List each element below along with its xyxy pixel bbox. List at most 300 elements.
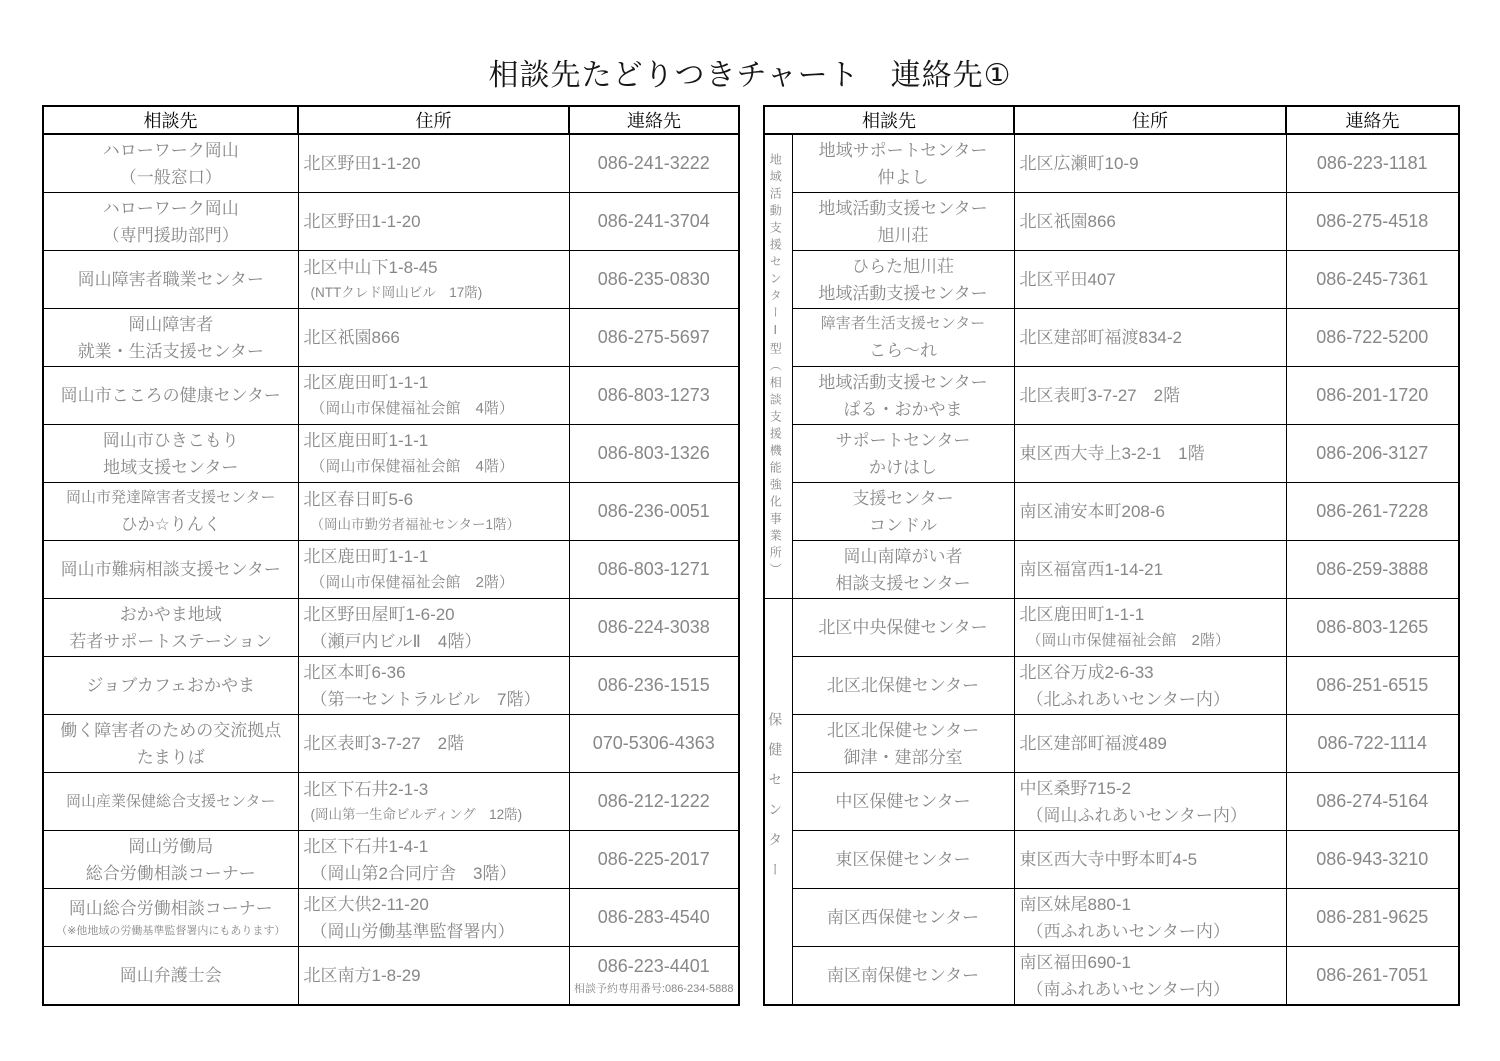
address-cell [298,599,569,657]
text-line: （第一セントラルビル 7階） [310,689,541,709]
text-line: （岡山市保健福祉会館 4階） [310,400,514,417]
consultation-name-cell [43,773,298,831]
consultation-name-cell-content [793,904,1014,931]
phone-cell [569,599,739,657]
consultation-name-cell-content [793,195,1014,249]
consultation-name-cell-content [44,962,298,989]
text-line: 北区南方1-8-29 [303,966,421,985]
table-row [43,831,739,889]
phone-cell-content [1287,788,1459,815]
phone-cell-content [1287,556,1459,583]
phone-cell-content [570,556,739,583]
text-line: 086-206-3127 [1316,443,1429,463]
phone-cell-content [1287,730,1459,757]
address-cell-content [1015,382,1291,409]
consultation-name-cell-content [44,137,298,191]
text-line: 相談予約専用番号:086-234-5888 [573,983,734,995]
address-cell-content [299,208,574,235]
text-line: （岡山ふれあいセンター内） [1026,805,1247,825]
consultation-name-cell [792,889,1014,947]
text-line: (岡山第一生命ビルディング 12階) [310,807,523,822]
text-line: 086-241-3222 [597,153,710,173]
address-cell [1014,599,1286,657]
consultation-name-cell-content [44,195,298,249]
text-line: 岡山市発達障害者支援センター [66,489,276,506]
text-line: 北区野田屋町1-6-20 [303,604,455,624]
address-cell [1014,309,1286,367]
column-header-contact: 連絡先 [569,106,739,134]
text-line: 若者サポートステーション [69,631,273,651]
phone-cell [1286,889,1459,947]
table-row [43,425,739,483]
consultation-name-cell-content [793,962,1014,989]
consultation-name-cell [792,425,1014,483]
text-line: 岡山障害者職業センター [77,270,264,289]
column-header-consultation: 相談先 [764,106,1014,134]
phone-cell [569,715,739,773]
text-line: 北区谷万成2-6-33 [1019,662,1154,682]
consultation-name-cell [792,134,1014,193]
text-line: 御津・建部分室 [843,747,963,767]
column-header-address: 住所 [298,106,569,134]
text-line: 086-275-4518 [1316,211,1429,231]
address-cell [298,193,569,251]
phone-cell-content [1287,672,1459,699]
text-line: 北区本町6-36 [303,662,406,682]
address-cell-content [1015,208,1291,235]
text-line: 086-201-1720 [1316,385,1429,405]
text-line: 北区鹿田町1-1-1 [1019,605,1145,624]
address-cell-content [1015,324,1291,351]
address-cell [1014,889,1286,947]
contact-table-left [42,105,740,1006]
text-line: 南区西保健センター [826,908,980,927]
table-row [764,134,1459,193]
text-line: 北区中山下1-8-45 [303,258,438,277]
text-line: 北区祇園866 [1019,212,1116,231]
address-cell [1014,251,1286,309]
text-line: 070-5306-4363 [592,733,715,753]
table-row [43,193,739,251]
text-line: 岡山南障がい者 [843,546,963,566]
consultation-name-cell [43,425,298,483]
consultation-name-cell [792,193,1014,251]
consultation-name-cell-content [44,895,298,940]
phone-cell-content [1287,962,1459,989]
text-line: 北区下石井1-4-1 [303,836,429,856]
table-row [764,831,1459,889]
text-line: 北区祇園866 [303,328,400,347]
consultation-name-cell [792,367,1014,425]
consultation-name-cell-content [44,485,298,538]
text-line: 北区広瀬町10-9 [1019,154,1139,173]
table-row [764,367,1459,425]
consultation-name-cell-content [793,717,1014,771]
consultation-name-cell [792,483,1014,541]
text-line: 中区保健センター [835,792,971,811]
column-header-address: 住所 [1014,106,1286,134]
phone-cell [569,367,739,425]
consultation-name-cell [43,947,298,1006]
phone-cell [569,947,739,1006]
address-cell-content [1015,150,1291,177]
text-line: 北区鹿田町1-1-1 [303,547,429,566]
consultation-name-cell [792,599,1014,657]
address-cell [298,134,569,193]
text-line: 岡山市難病相談支援センター [60,560,281,579]
phone-cell-content [1287,614,1459,641]
consultation-name-cell [792,715,1014,773]
text-line: 086-225-2017 [597,849,710,869]
phone-cell-content [1287,440,1459,467]
text-line: 支援センター [852,488,954,508]
phone-cell-content [570,440,739,467]
table-row [43,657,739,715]
address-cell [1014,134,1286,193]
text-line: 086-803-1326 [597,443,710,463]
text-line: 086-281-9625 [1316,907,1429,927]
phone-cell [1286,193,1459,251]
text-line: 南区浦安本町208-6 [1019,502,1165,521]
text-line: 北区春日町5-6 [303,490,414,509]
phone-cell-content [570,730,739,757]
table-row [43,889,739,947]
text-line: （瀬戸内ビルⅡ 4階） [310,631,482,651]
phone-cell [1286,483,1459,541]
address-cell [1014,541,1286,599]
phone-cell-content [570,498,739,525]
table-row [764,251,1459,309]
consultation-name-cell-content [793,137,1014,191]
phone-cell-content [570,953,739,998]
header-row [43,106,739,134]
text-line: かけはし [869,457,937,477]
text-line: 岡山弁護士会 [119,966,222,985]
column-header-consultation: 相談先 [43,106,298,134]
table-row [764,947,1459,1006]
phone-cell-content [570,788,739,815]
address-cell-content [299,776,574,827]
phone-cell-content [570,150,739,177]
text-line: 北区野田1-1-20 [303,212,421,231]
address-cell-content [1015,891,1291,945]
text-line: ひらた旭川荘 [852,256,954,276]
phone-cell-content [1287,846,1459,873]
table-row [764,425,1459,483]
consultation-name-cell-content [44,311,298,365]
table-row [764,483,1459,541]
text-line: （南ふれあいセンター内） [1026,979,1230,999]
address-cell-content [299,150,574,177]
phone-cell [569,193,739,251]
text-line: ジョブカフェおかやま [86,676,256,695]
consultation-name-cell-content [44,427,298,481]
text-line: 086-223-4401 [597,956,710,976]
phone-cell-content [1287,904,1459,931]
consultation-name-cell [43,193,298,251]
contact-table-right [763,105,1460,1006]
phone-cell-content [1287,382,1459,409]
address-cell [298,889,569,947]
text-line: 北区平田407 [1019,270,1116,289]
address-cell [298,483,569,541]
phone-cell [569,541,739,599]
text-line: 東区西大寺上3-2-1 1階 [1019,444,1205,463]
phone-cell [1286,134,1459,193]
consultation-name-cell [792,947,1014,1006]
phone-cell-content [1287,208,1459,235]
text-line: 086-245-7361 [1316,269,1429,289]
consultation-name-cell [792,831,1014,889]
text-line: 障害者生活支援センター [820,315,986,332]
phone-cell [569,889,739,947]
table-row [764,193,1459,251]
address-cell-content [1015,556,1291,583]
consultation-name-cell [43,715,298,773]
text-line: 南区南保健センター [826,966,980,985]
text-line: 086-943-3210 [1316,849,1429,869]
text-line: （専門援助部門） [102,225,239,245]
address-cell [1014,367,1286,425]
text-line: 086-803-1271 [597,559,710,579]
group-label: 地域活動支援センターⅠ型（相談支援機能強化事業所） [764,134,792,599]
text-line: ハローワーク岡山 [102,198,239,218]
consultation-name-cell-content [793,253,1014,307]
phone-cell-content [1287,150,1459,177]
address-cell [298,541,569,599]
consultation-name-cell [43,657,298,715]
phone-cell [569,309,739,367]
phone-cell [1286,309,1459,367]
address-cell [1014,831,1286,889]
group-label: 保健センター [764,599,792,1006]
text-line: 北区表町3-7-27 2階 [1019,386,1181,405]
text-line: 岡山市こころの健康センター [60,386,281,405]
text-line: 東区西大寺中野本町4-5 [1019,850,1198,869]
address-cell [1014,947,1286,1006]
text-line: おかやま地域 [119,604,222,624]
consultation-name-cell-content [44,601,298,655]
text-line: 南区妹尾880-1 [1019,894,1131,914]
address-cell [1014,715,1286,773]
address-cell-content [1015,775,1291,829]
table-row [43,715,739,773]
consultation-name-cell-content [793,311,1014,364]
text-line: 北区野田1-1-20 [303,154,421,173]
consultation-name-cell-content [44,556,298,583]
table-row [43,367,739,425]
consultation-name-cell [792,251,1014,309]
table-row [43,251,739,309]
phone-cell [1286,251,1459,309]
consultation-name-cell-content [44,717,298,771]
address-cell [298,773,569,831]
text-line: 086-235-0830 [597,269,710,289]
phone-cell [569,425,739,483]
text-line: サポートセンター [835,430,971,450]
phone-cell-content [570,904,739,931]
text-line: こら～れ [869,341,937,360]
address-cell-content [299,254,574,305]
address-cell [1014,657,1286,715]
consultation-name-cell-content [793,369,1014,423]
table-row [764,657,1459,715]
text-line: 086-803-1265 [1316,617,1429,637]
phone-cell [1286,947,1459,1006]
text-line: 086-722-1114 [1317,733,1427,753]
address-cell-content [1015,601,1291,654]
text-line: （岡山市勤労者福祉センター1階） [310,517,520,532]
text-line: たまりば [136,747,205,767]
text-line: 東区保健センター [835,850,971,869]
text-line: （北ふれあいセンター内） [1026,689,1230,709]
text-line: 中区桑野715-2 [1019,778,1131,798]
address-cell [298,309,569,367]
address-cell [298,947,569,1006]
address-cell [298,425,569,483]
address-cell [298,657,569,715]
phone-cell-content [570,266,739,293]
consultation-name-cell-content [44,266,298,293]
phone-cell [1286,599,1459,657]
text-line: ひか☆りんく [120,515,221,534]
text-line: 北区中央保健センター [818,618,988,637]
table-row [764,773,1459,831]
consultation-name-cell [792,773,1014,831]
consultation-name-cell [43,134,298,193]
text-line: 086-223-1181 [1316,153,1428,173]
text-line: 地域支援センター [103,457,239,477]
text-line: (NTTクレド岡山ビル 17階) [310,285,483,300]
table-row [43,599,739,657]
phone-cell-content [570,324,739,351]
address-cell-content [1015,730,1291,757]
text-line: 岡山市ひきこもり [102,430,239,450]
consultation-name-cell [43,367,298,425]
text-line: （岡山市保健福祉会館 2階） [1026,632,1230,649]
address-cell-content [299,962,574,989]
address-cell [1014,193,1286,251]
text-line: 086-224-3038 [597,617,710,637]
consultation-name-cell-content [793,485,1014,539]
text-line: 岡山労働局 [128,836,214,856]
text-line: 相談支援センター [835,573,971,593]
phone-cell [569,831,739,889]
address-cell-content [1015,949,1291,1003]
text-line: （※他地域の労働基準監督署内にもあります） [56,925,286,937]
address-cell [1014,483,1286,541]
text-line: 086-236-0051 [597,501,710,521]
table-row [43,134,739,193]
consultation-name-cell [43,831,298,889]
text-line: 就業・生活支援センター [77,341,264,361]
text-line: 北区北保健センター [826,676,980,695]
text-line: 086-259-3888 [1316,559,1429,579]
table-row [764,889,1459,947]
consultation-name-cell [792,309,1014,367]
consultation-name-cell [792,541,1014,599]
text-line: 地域活動支援センター [818,198,988,218]
address-cell [298,831,569,889]
consultation-name-cell [43,599,298,657]
consultation-name-cell-content [44,672,298,699]
address-cell [1014,773,1286,831]
table-row [43,483,739,541]
address-cell-content [1015,266,1291,293]
phone-cell [1286,831,1459,889]
text-line: ハローワーク岡山 [102,140,239,160]
phone-cell-content [570,382,739,409]
address-cell-content [299,427,574,480]
text-line: 086-283-4540 [597,907,710,927]
consultation-name-cell-content [793,788,1014,815]
text-line: 086-261-7228 [1316,501,1429,521]
address-cell-content [299,891,574,945]
text-line: （岡山市保健福祉会館 2階） [310,574,514,591]
address-cell [298,367,569,425]
document-title: 相談先たどりつきチャート 連絡先① [488,59,1012,92]
text-line: 北区下石井2-1-3 [303,780,429,799]
phone-cell [569,657,739,715]
address-cell [298,715,569,773]
table-row [764,541,1459,599]
phone-cell-content [1287,324,1459,351]
text-line: 北区建部町福渡834-2 [1019,328,1182,347]
phone-cell [1286,773,1459,831]
text-line: 086-722-5200 [1316,327,1429,347]
consultation-name-cell [43,541,298,599]
address-cell [1014,425,1286,483]
text-line: 086-275-5697 [597,327,710,347]
text-line: 岡山総合労働相談コーナー [68,899,273,918]
phone-cell-content [1287,498,1459,525]
table-row [764,715,1459,773]
text-line: （西ふれあいセンター内） [1026,921,1230,941]
consultation-name-cell-content [44,382,298,409]
phone-cell [1286,367,1459,425]
text-line: 地域活動支援センター [818,372,988,392]
phone-cell [1286,541,1459,599]
text-line: （岡山第2合同庁舎 3階） [310,863,517,883]
consultation-name-cell [43,483,298,541]
text-line: 086-261-7051 [1316,965,1429,985]
text-line: 岡山産業保健総合支援センター [66,792,276,810]
text-line: （岡山労働基準監督署内） [310,921,515,941]
table-row [43,773,739,831]
text-line: 086-251-6515 [1316,675,1429,695]
address-cell-content [299,543,574,596]
text-line: 総合労働相談コーナー [85,863,256,883]
phone-cell-content [570,846,739,873]
consultation-name-cell [792,657,1014,715]
consultation-name-cell [43,251,298,309]
text-line: 働く障害者のための交流拠点 [60,720,282,740]
text-line: 北区建部町福渡489 [1019,734,1167,753]
consultation-name-cell-content [793,427,1014,481]
text-line: 南区福田690-1 [1019,952,1131,972]
address-cell-content [1015,440,1291,467]
column-header-contact: 連絡先 [1286,106,1459,134]
address-cell-content [299,730,574,757]
text-line: 北区鹿田町1-1-1 [303,431,429,450]
text-line: 南区福富西1-14-21 [1019,560,1164,579]
consultation-name-cell-content [44,789,298,815]
consultation-name-cell [43,309,298,367]
address-cell-content [299,369,574,422]
table-row [43,309,739,367]
address-cell-content [1015,846,1291,873]
text-line: （一般窓口） [119,167,222,187]
